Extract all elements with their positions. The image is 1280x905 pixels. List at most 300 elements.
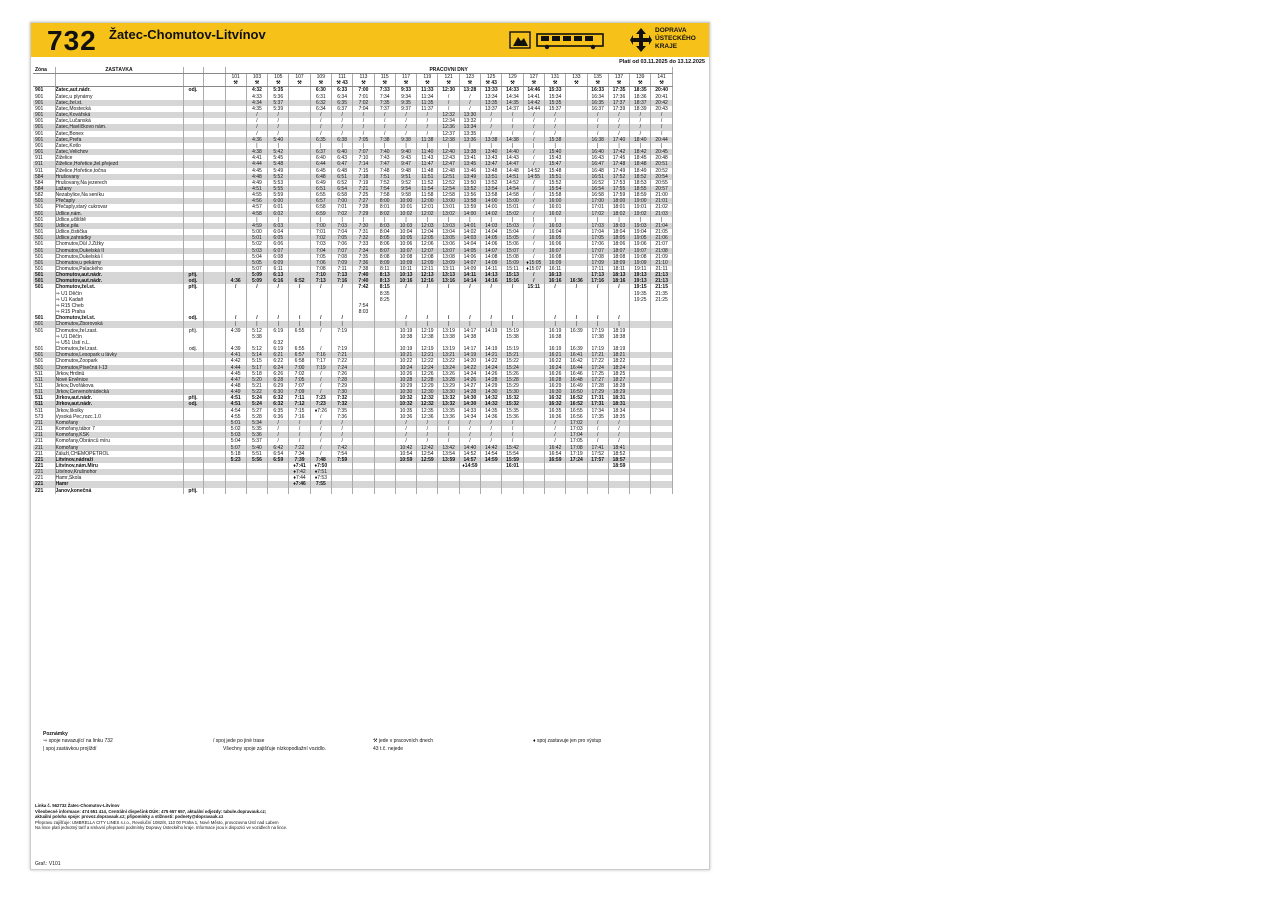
time-cell: 15:32	[502, 395, 523, 401]
footer-info	[35, 803, 287, 831]
time-cell: 4:44	[246, 161, 267, 167]
time-cell: /	[331, 124, 352, 130]
time-cell: /	[417, 131, 438, 137]
time-cell: 6:37	[310, 149, 331, 155]
time-cell: 6:44	[310, 161, 331, 167]
time-cell: 18:07	[608, 248, 629, 254]
time-cell: |	[417, 143, 438, 149]
time-cell: 10:22	[395, 358, 416, 364]
time-cell: 17:04	[566, 432, 587, 438]
time-cell: 19:06	[630, 241, 651, 247]
stop-name: Jirkov,školky	[55, 408, 183, 414]
time-cell: 18:36	[630, 94, 651, 100]
time-cell: 16:51	[587, 174, 608, 180]
trip-mark: ⚒	[395, 80, 416, 87]
footer-operator: Přepravu zajišťuje: UMBRELLA CITY LINES s.r.o., Revoluční 1082/8, 110 00 Praha 1, Nové Město, provozovna Ústí nad Labem	[35, 819, 279, 825]
time-cell: 14:34	[459, 414, 480, 420]
time-cell: 10:21	[395, 352, 416, 358]
time-cell: 7:05	[331, 235, 352, 241]
time-cell: 7:31	[353, 229, 374, 235]
time-cell: 15:05	[502, 235, 523, 241]
time-cell: /	[566, 315, 587, 321]
time-cell: 6:51	[310, 186, 331, 192]
time-cell: 13:28	[438, 377, 459, 383]
trip-number: 137	[608, 74, 629, 81]
time-cell: 5:37	[268, 100, 289, 106]
stop-zone: 511	[33, 401, 55, 407]
time-cell: 14:30	[459, 401, 480, 407]
time-cell: 4:45	[246, 168, 267, 174]
note-exit-only: ♦ spoj zastavuje jen pro výstup	[533, 738, 602, 744]
footer-tariff: Na lince platí jednotný tarif a smluvní přepravní podmínky Dopravy Ústeckého kraje. Informace jsou k dispozici ve vozidlech na lince.	[35, 825, 288, 831]
trip-number: 139	[630, 74, 651, 81]
time-cell: /	[310, 328, 331, 334]
time-cell: 8:03	[374, 223, 395, 229]
time-cell: 13:19	[438, 346, 459, 352]
time-cell: 18:11	[608, 266, 629, 272]
time-cell: 16:19	[544, 346, 565, 352]
time-cell: 9:51	[395, 174, 416, 180]
time-cell: 14:02	[481, 211, 502, 217]
stop-name: Chomutov,aut.nádr.	[55, 272, 183, 278]
time-cell: /	[268, 420, 289, 426]
time-cell: 6:42	[268, 445, 289, 451]
time-cell: 12:32	[438, 112, 459, 118]
time-cell: /	[587, 118, 608, 124]
time-cell: 19:13	[630, 278, 651, 284]
time-cell: 13:36	[438, 414, 459, 420]
time-cell: 4:36	[246, 137, 267, 143]
time-cell: 6:22	[268, 358, 289, 364]
time-cell: /	[587, 420, 608, 426]
time-cell: 18:24	[608, 365, 629, 371]
time-cell: 17:40	[608, 137, 629, 143]
stop-row	[33, 87, 672, 94]
time-cell: /	[331, 284, 352, 290]
time-cell: 14:19	[481, 346, 502, 352]
time-cell: 13:35	[481, 100, 502, 106]
time-cell: ♦7:42	[289, 469, 310, 475]
time-cell: 6:49	[310, 180, 331, 186]
time-cell: 12:28	[417, 377, 438, 383]
time-cell: |	[587, 143, 608, 149]
time-cell: 12:05	[417, 235, 438, 241]
time-cell: 7:25	[353, 192, 374, 198]
time-cell: 4:48	[225, 383, 246, 389]
spacer	[33, 80, 55, 87]
time-cell: /	[331, 438, 352, 444]
time-cell: 13:59	[459, 204, 480, 210]
time-cell: 4:34	[246, 100, 267, 106]
time-cell: 6:03	[268, 223, 289, 229]
note-workdays: ⚒ jede v pracovních dnech	[373, 738, 434, 744]
time-cell: 15:38	[502, 334, 523, 340]
time-cell: |	[310, 143, 331, 149]
trip-mark: ⚒	[374, 80, 395, 87]
time-cell: 18:49	[630, 168, 651, 174]
time-cell: |	[438, 321, 459, 327]
time-cell: /	[481, 315, 502, 321]
stop-name: Komořany,Obránců míru	[55, 438, 183, 444]
time-cell: 13:38	[459, 149, 480, 155]
time-cell: 19:02	[630, 211, 651, 217]
time-cell: /	[310, 315, 331, 321]
time-cell: 16:29	[544, 383, 565, 389]
time-cell: /	[523, 254, 544, 260]
time-cell: 7:54	[353, 303, 374, 309]
time-cell: 18:42	[630, 149, 651, 155]
time-cell: 16:48	[566, 377, 587, 383]
route-name: Žatec-Chomutov-Litvínov	[109, 27, 266, 42]
time-cell: 7:23	[310, 401, 331, 407]
time-cell: 13:07	[438, 248, 459, 254]
time-cell: /	[310, 445, 331, 451]
trip-number: 117	[395, 74, 416, 81]
time-cell: 18:52	[630, 174, 651, 180]
time-cell: 4:47	[225, 377, 246, 383]
time-cell: 17:04	[587, 229, 608, 235]
time-cell: 7:04	[331, 229, 352, 235]
stop-zone: 911	[33, 161, 55, 167]
time-cell: 7:34	[289, 451, 310, 457]
time-cell: 15:54	[544, 186, 565, 192]
time-cell: /	[331, 426, 352, 432]
time-cell: /	[289, 438, 310, 444]
trip-number: 115	[374, 74, 395, 81]
time-cell: 10:38	[395, 334, 416, 340]
time-cell: 5:03	[225, 432, 246, 438]
time-cell: 10:42	[395, 445, 416, 451]
time-cell: 14:06	[481, 241, 502, 247]
time-cell: 10:02	[395, 211, 416, 217]
spacer	[55, 80, 183, 87]
time-cell: 18:19	[608, 346, 629, 352]
time-cell: 12:51	[438, 174, 459, 180]
time-cell: 8:05	[374, 235, 395, 241]
time-cell: |	[630, 217, 651, 223]
time-cell: |	[417, 321, 438, 327]
time-cell: /	[523, 186, 544, 192]
time-cell: 21:13	[651, 278, 672, 284]
time-cell: 13:30	[438, 389, 459, 395]
time-cell: 17:08	[566, 445, 587, 451]
time-cell: 6:13	[268, 272, 289, 278]
time-cell: 7:30	[353, 223, 374, 229]
time-cell: 7:18	[353, 174, 374, 180]
time-cell: 13:35	[438, 408, 459, 414]
time-cell: /	[246, 124, 267, 130]
spacer	[33, 74, 55, 81]
time-cell: /	[523, 223, 544, 229]
time-cell: 11:40	[417, 149, 438, 155]
time-cell: 12:32	[417, 395, 438, 401]
time-cell: 13:02	[438, 211, 459, 217]
time-cell: /	[268, 112, 289, 118]
time-cell: 13:58	[481, 192, 502, 198]
time-cell: 17:29	[587, 389, 608, 395]
time-cell: /	[587, 432, 608, 438]
time-cell: 7:42	[331, 445, 352, 451]
time-cell: 18:27	[608, 377, 629, 383]
time-cell: 7:10	[353, 155, 374, 161]
time-cell: 14:42	[481, 445, 502, 451]
time-cell: /	[459, 284, 480, 290]
time-cell: 6:35	[331, 100, 352, 106]
trip-mark: ⚒	[502, 80, 523, 87]
time-cell: 7:04	[310, 248, 331, 254]
stop-name: Žatec,Velichov	[55, 149, 183, 155]
stop-name: Janov,konečná	[55, 488, 183, 494]
time-cell: 18:03	[608, 223, 629, 229]
time-cell: 4:58	[246, 211, 267, 217]
time-cell: 18:40	[630, 137, 651, 143]
time-cell: /	[502, 426, 523, 432]
time-cell: /	[395, 432, 416, 438]
time-cell: 4:55	[246, 192, 267, 198]
time-cell: 7:07	[331, 248, 352, 254]
time-cell: 14:14	[459, 278, 480, 284]
time-cell: 12:11	[417, 266, 438, 272]
time-cell: 15:48	[544, 168, 565, 174]
time-cell: 7:06	[310, 260, 331, 266]
time-cell: 12:54	[417, 451, 438, 457]
brand-text: DOPRAVA ÚSTECKÉHO KRAJE	[655, 27, 696, 50]
time-cell: /	[438, 94, 459, 100]
time-cell: 17:37	[608, 100, 629, 106]
time-cell: 10:24	[395, 365, 416, 371]
stop-zone: 501	[33, 328, 55, 334]
time-cell: /	[630, 131, 651, 137]
time-cell: 6:31	[310, 94, 331, 100]
time-cell: ♦7:53	[310, 475, 331, 481]
time-cell: /	[438, 426, 459, 432]
time-cell: 16:05	[544, 235, 565, 241]
time-cell: 12:13	[417, 272, 438, 278]
time-cell: 7:28	[353, 204, 374, 210]
stop-name: Komořany,tábor 7	[55, 426, 183, 432]
time-cell: |	[353, 143, 374, 149]
time-cell: 7:35	[353, 254, 374, 260]
time-cell: 17:03	[587, 223, 608, 229]
time-cell: /	[374, 124, 395, 130]
time-cell: 7:21	[353, 186, 374, 192]
time-cell: /	[268, 284, 289, 290]
time-cell: 14:36	[481, 414, 502, 420]
time-cell: 14:35	[481, 408, 502, 414]
time-cell: 16:58	[587, 192, 608, 198]
time-cell: 7:43	[374, 155, 395, 161]
time-cell: /	[395, 131, 416, 137]
time-cell: /	[523, 211, 544, 217]
time-cell: 7:05	[310, 254, 331, 260]
time-cell: 6:30	[268, 389, 289, 395]
stop-name: Chomutov,Zborovská	[55, 321, 183, 327]
stop-zone: 573	[33, 414, 55, 420]
stop-name: Chomutov,aut.nádr.	[55, 278, 183, 284]
time-cell: 16:06	[544, 241, 565, 247]
time-cell: /	[481, 124, 502, 130]
stop-zone: 221	[33, 481, 55, 487]
time-cell: 9:33	[395, 87, 416, 94]
time-cell: 15:11	[523, 284, 544, 290]
time-cell: |	[651, 143, 672, 149]
time-cell: 16:37	[587, 106, 608, 112]
time-cell	[523, 488, 544, 494]
time-cell: 15:07	[502, 248, 523, 254]
time-cell	[459, 488, 480, 494]
time-cell: 7:09	[289, 389, 310, 395]
time-cell: 5:15	[246, 358, 267, 364]
time-cell: 7:21	[331, 352, 352, 358]
time-cell: |	[268, 321, 289, 327]
time-cell: 8:00	[374, 198, 395, 204]
time-cell: 18:06	[608, 241, 629, 247]
time-cell: 6:34	[331, 94, 352, 100]
time-cell: /	[608, 438, 629, 444]
time-cell: 5:17	[246, 365, 267, 371]
stop-name: Přečaply	[55, 198, 183, 204]
time-cell: 12:43	[438, 155, 459, 161]
stop-name: ⇒ U1 Děčín	[55, 334, 183, 340]
time-cell: 14:57	[459, 457, 480, 463]
time-cell: /	[310, 383, 331, 389]
time-cell: 13:08	[438, 254, 459, 260]
time-cell: 14:26	[481, 371, 502, 377]
stop-name: Komořany,KSK	[55, 432, 183, 438]
stop-name: Záluží,CHEMOPETROL	[55, 451, 183, 457]
time-cell: 13:43	[481, 155, 502, 161]
trip-number: 129	[502, 74, 523, 81]
time-cell: 13:52	[459, 186, 480, 192]
time-cell: 20:51	[651, 161, 672, 167]
time-cell: 7:55	[310, 481, 331, 487]
time-cell: /	[268, 124, 289, 130]
time-cell: 14:35	[502, 100, 523, 106]
time-cell: 7:05	[289, 377, 310, 383]
time-cell: /	[246, 118, 267, 124]
time-cell: 7:40	[353, 272, 374, 278]
trip-mark: ⚒	[438, 80, 459, 87]
time-cell: /	[246, 315, 267, 321]
time-cell: 7:27	[353, 198, 374, 204]
time-cell: 7:15	[289, 408, 310, 414]
time-cell: /	[587, 131, 608, 137]
time-cell: 13:42	[438, 445, 459, 451]
notes-title: Poznámky	[43, 731, 68, 737]
time-cell: |	[587, 321, 608, 327]
time-cell: 5:36	[268, 94, 289, 100]
time-cell: 16:02	[544, 211, 565, 217]
time-cell: 20:54	[651, 174, 672, 180]
time-cell: 16:13	[544, 272, 565, 278]
line-number: 732	[47, 25, 97, 56]
time-cell: 13:03	[438, 223, 459, 229]
time-cell: 5:51	[246, 451, 267, 457]
time-cell: 16:38	[587, 137, 608, 143]
time-cell: 18:01	[608, 204, 629, 210]
time-cell: 6:59	[310, 211, 331, 217]
time-cell	[417, 488, 438, 494]
time-cell: 4:49	[246, 180, 267, 186]
time-cell: /	[502, 438, 523, 444]
time-cell: 20:45	[651, 149, 672, 155]
time-cell: 21:00	[651, 192, 672, 198]
time-cell: /	[566, 284, 587, 290]
time-cell: 20:48	[651, 155, 672, 161]
time-cell: /	[417, 426, 438, 432]
time-cell: |	[544, 321, 565, 327]
time-cell: 17:59	[608, 192, 629, 198]
time-cell: 17:53	[608, 180, 629, 186]
time-cell: /	[331, 432, 352, 438]
stop-name: Žiželice	[55, 155, 183, 161]
time-cell: 16:59	[544, 457, 565, 463]
time-cell: 18:34	[608, 408, 629, 414]
time-cell: |	[246, 217, 267, 223]
time-cell: 17:01	[587, 204, 608, 210]
stop-name: Žatec,Kotlo	[55, 143, 183, 149]
time-cell	[651, 488, 672, 494]
trip-mark: ⚒	[225, 80, 246, 87]
time-cell: /	[417, 315, 438, 321]
time-cell: 14:52	[459, 451, 480, 457]
time-cell: 14:40	[502, 149, 523, 155]
stop-zone: 501	[33, 260, 55, 266]
time-cell: 10:13	[395, 272, 416, 278]
time-cell: 12:01	[417, 204, 438, 210]
arr-dep: odj.	[183, 346, 203, 352]
trip-mark: ⚒	[246, 80, 267, 87]
trip-mark: ⚒	[587, 80, 608, 87]
time-cell: 7:08	[331, 254, 352, 260]
stop-zone: 511	[33, 383, 55, 389]
time-cell: 6:06	[268, 241, 289, 247]
stop-zone: 501	[33, 272, 55, 278]
time-cell: 15:11	[502, 266, 523, 272]
time-cell: /	[523, 248, 544, 254]
time-cell	[331, 488, 352, 494]
time-cell: ♦7:41	[289, 463, 310, 469]
stop-zone: 511	[33, 395, 55, 401]
stop-name: Komořany	[55, 445, 183, 451]
time-cell: 14:28	[481, 377, 502, 383]
time-cell: 16:16	[544, 278, 565, 284]
stop-zone: 211	[33, 420, 55, 426]
time-cell: 7:30	[331, 389, 352, 395]
time-cell: |	[395, 143, 416, 149]
time-cell: 21:06	[651, 235, 672, 241]
time-cell: 16:56	[566, 414, 587, 420]
stop-name: Žatec,u plynárny	[55, 94, 183, 100]
time-cell: 6:57	[310, 198, 331, 204]
time-cell: 6:55	[289, 328, 310, 334]
stop-name: Nové Ervěnice	[55, 377, 183, 383]
time-cell: /	[523, 155, 544, 161]
time-cell: 9:52	[395, 180, 416, 186]
time-cell: 10:54	[395, 451, 416, 457]
time-cell: /	[417, 438, 438, 444]
time-cell: 6:54	[331, 186, 352, 192]
time-cell: 7:32	[331, 401, 352, 407]
time-cell: 9:40	[395, 149, 416, 155]
time-cell: /	[481, 438, 502, 444]
time-cell: 8:01	[374, 204, 395, 210]
time-cell: 13:37	[481, 106, 502, 112]
time-cell: 7:40	[374, 149, 395, 155]
stop-name: Komořany	[55, 420, 183, 426]
time-cell: /	[544, 124, 565, 130]
spacer	[183, 80, 203, 87]
